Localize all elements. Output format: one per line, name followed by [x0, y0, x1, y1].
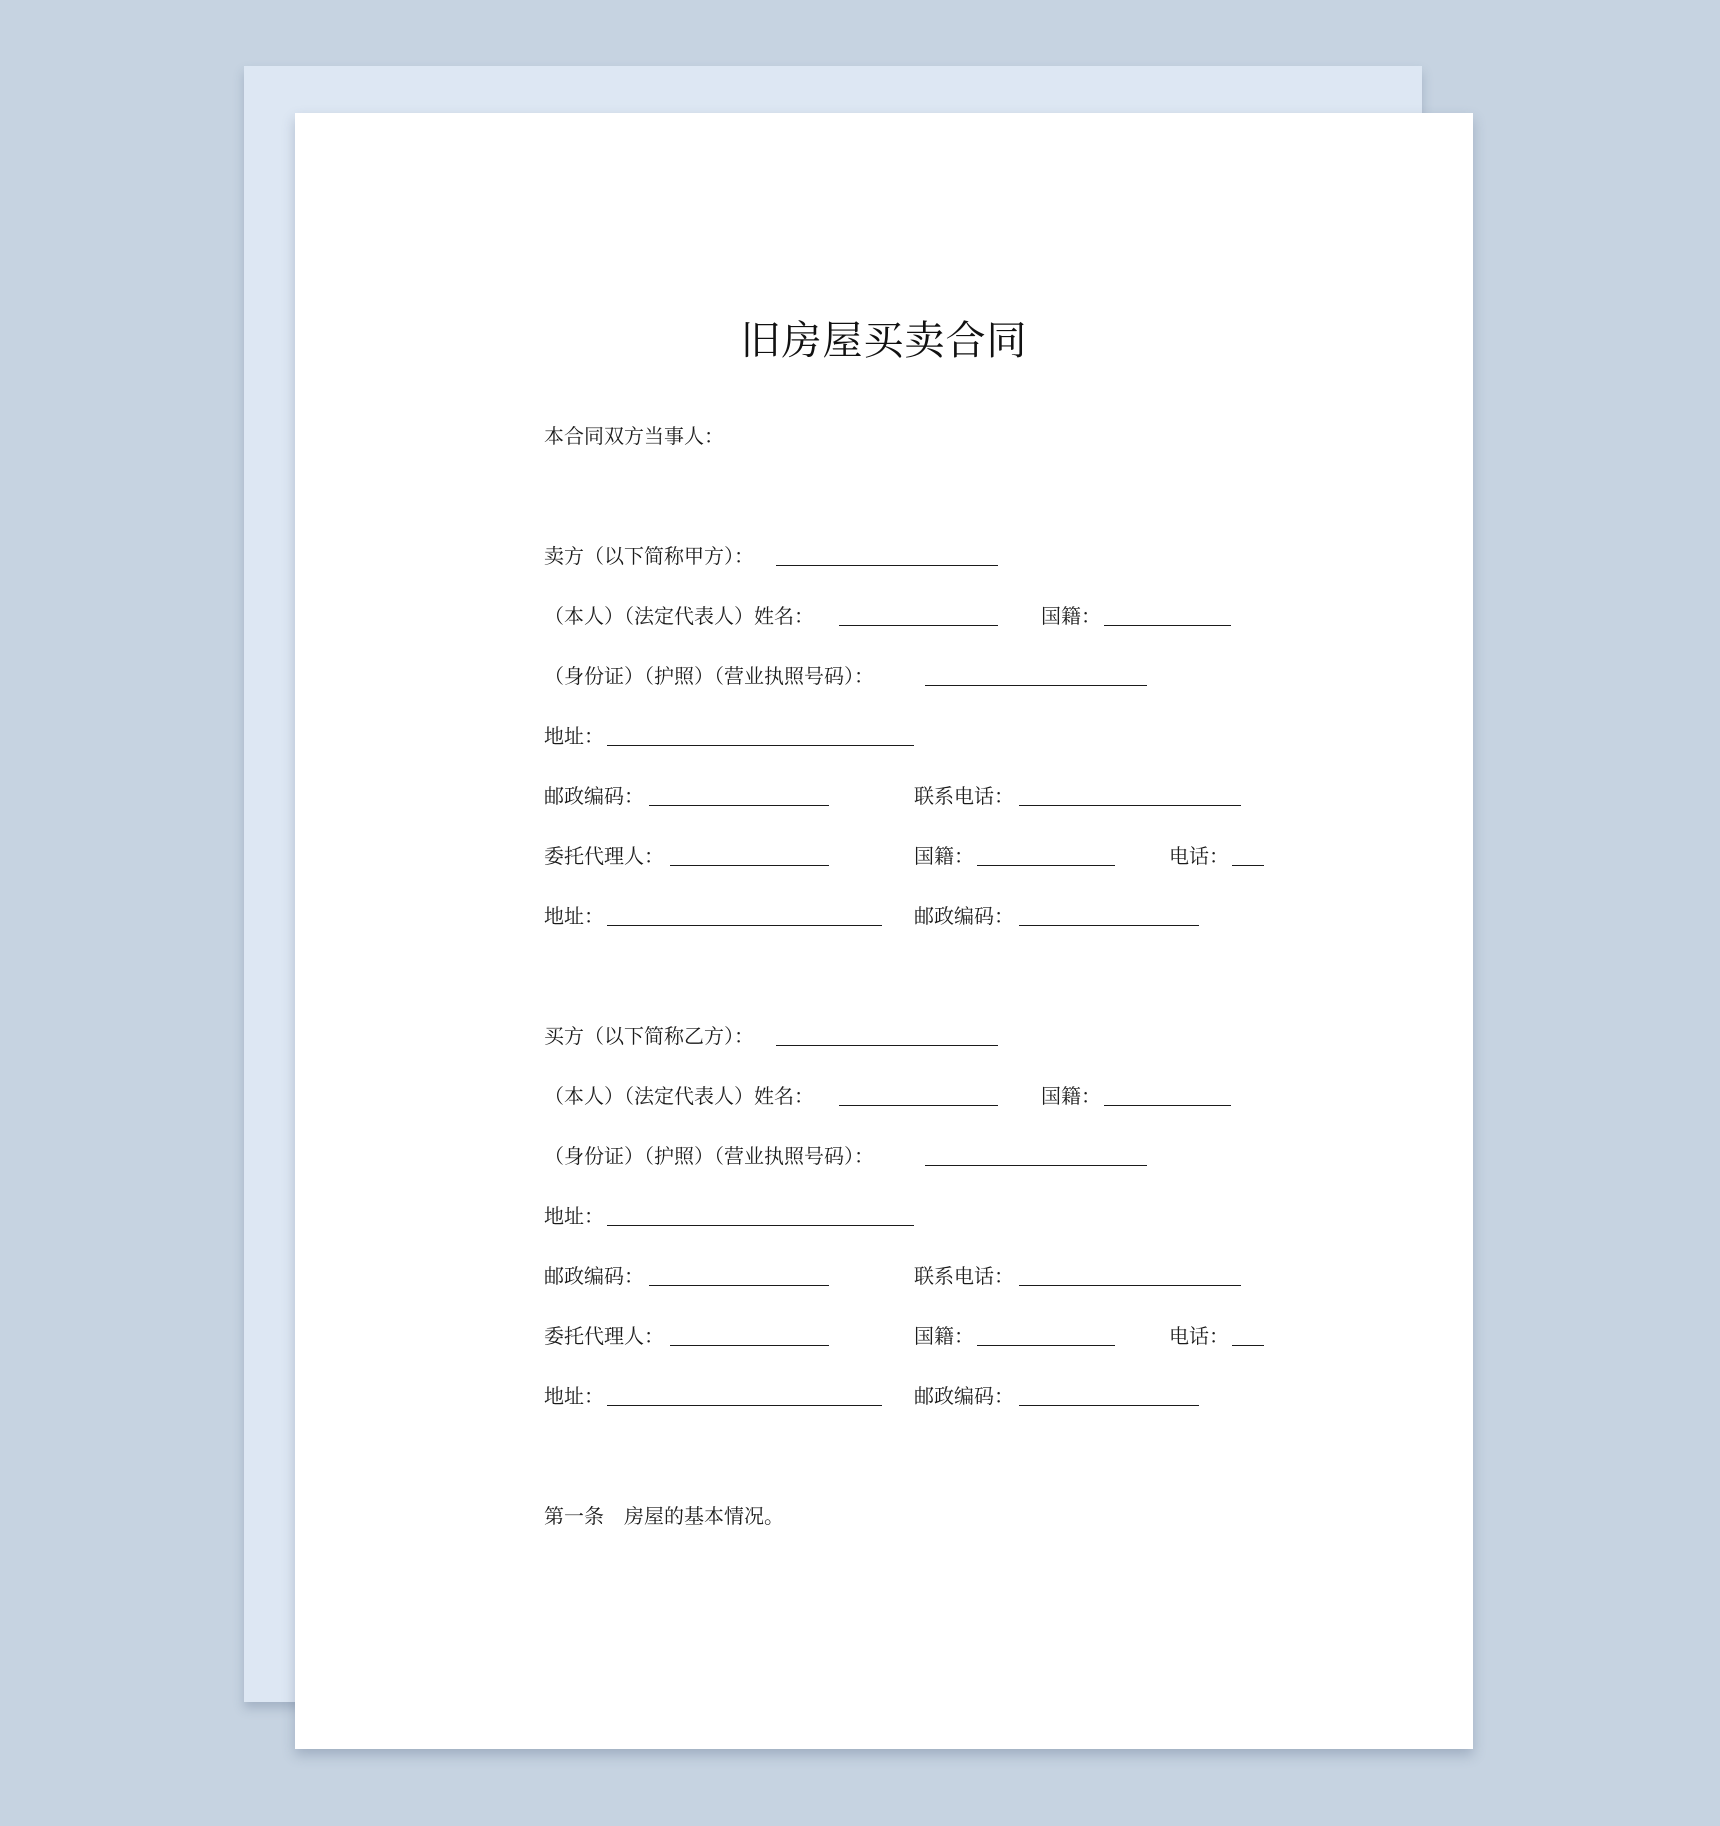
seller-address-label: 地址： [544, 724, 604, 748]
seller-phone-blank[interactable] [1019, 805, 1241, 806]
seller-agent-postcode-label: 邮政编码： [914, 904, 1014, 928]
seller-nationality-blank[interactable] [1104, 625, 1231, 626]
seller-id-label: （身份证）（护照）（营业执照号码）： [544, 664, 874, 688]
seller-nationality-label: 国籍： [1041, 604, 1101, 628]
seller-agent-label: 委托代理人： [544, 844, 664, 868]
document-page [295, 113, 1473, 1749]
buyer-id-blank[interactable] [925, 1165, 1147, 1166]
seller-postcode-blank[interactable] [649, 805, 829, 806]
seller-agent-phone-blank[interactable] [1232, 865, 1264, 866]
buyer-name-label: （本人）（法定代表人）姓名： [544, 1084, 814, 1108]
intro-text: 本合同双方当事人： [544, 424, 724, 448]
seller-name-label: （本人）（法定代表人）姓名： [544, 604, 814, 628]
buyer-postcode-blank[interactable] [649, 1285, 829, 1286]
buyer-phone-blank[interactable] [1019, 1285, 1241, 1286]
buyer-agent-nationality-label: 国籍： [914, 1324, 974, 1348]
buyer-agent-phone-label: 电话： [1169, 1324, 1229, 1348]
seller-heading: 卖方（以下简称甲方）： [544, 544, 754, 568]
seller-postcode-label: 邮政编码： [544, 784, 644, 808]
buyer-person-name-blank[interactable] [839, 1105, 998, 1106]
seller-agent-phone-label: 电话： [1169, 844, 1229, 868]
seller-agent-address-label: 地址： [544, 904, 604, 928]
seller-agent-blank[interactable] [670, 865, 829, 866]
seller-id-blank[interactable] [925, 685, 1147, 686]
seller-agent-nationality-blank[interactable] [977, 865, 1115, 866]
buyer-nationality-blank[interactable] [1104, 1105, 1231, 1106]
buyer-name-blank[interactable] [776, 1045, 998, 1046]
buyer-agent-address-label: 地址： [544, 1384, 604, 1408]
buyer-agent-postcode-label: 邮政编码： [914, 1384, 1014, 1408]
buyer-agent-label: 委托代理人： [544, 1324, 664, 1348]
buyer-nationality-label: 国籍： [1041, 1084, 1101, 1108]
seller-person-name-blank[interactable] [839, 625, 998, 626]
seller-agent-postcode-blank[interactable] [1019, 925, 1199, 926]
buyer-agent-nationality-blank[interactable] [977, 1345, 1115, 1346]
seller-agent-address-blank[interactable] [607, 925, 882, 926]
seller-agent-nationality-label: 国籍： [914, 844, 974, 868]
buyer-agent-postcode-blank[interactable] [1019, 1405, 1199, 1406]
buyer-agent-phone-blank[interactable] [1232, 1345, 1264, 1346]
buyer-agent-address-blank[interactable] [607, 1405, 882, 1406]
buyer-id-label: （身份证）（护照）（营业执照号码）： [544, 1144, 874, 1168]
buyer-address-label: 地址： [544, 1204, 604, 1228]
seller-phone-label: 联系电话： [914, 784, 1014, 808]
buyer-address-blank[interactable] [607, 1225, 914, 1226]
seller-address-blank[interactable] [607, 745, 914, 746]
article-1-heading: 第一条 房屋的基本情况。 [544, 1504, 784, 1528]
buyer-phone-label: 联系电话： [914, 1264, 1014, 1288]
buyer-postcode-label: 邮政编码： [544, 1264, 644, 1288]
seller-name-blank[interactable] [776, 565, 998, 566]
document-title: 旧房屋买卖合同 [740, 318, 1028, 364]
buyer-agent-blank[interactable] [670, 1345, 829, 1346]
buyer-heading: 买方（以下简称乙方）： [544, 1024, 754, 1048]
